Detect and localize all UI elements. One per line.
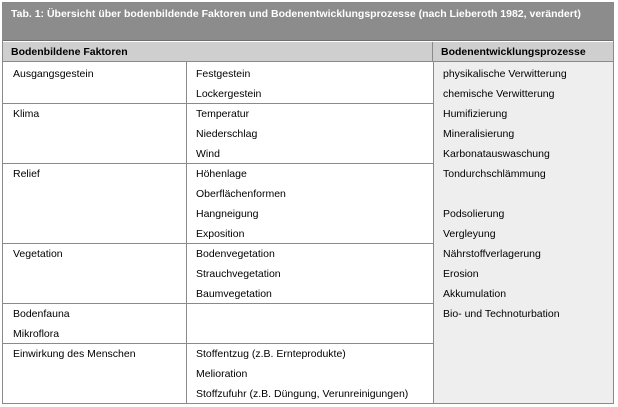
factor-item: Höhenlage	[196, 168, 247, 180]
header-factors: Bodenbildene Faktoren	[3, 42, 433, 62]
process-item: Vergleyung	[443, 228, 496, 240]
process-item: Erosion	[443, 268, 479, 280]
factor-item: Festgestein	[196, 68, 251, 80]
factor-item: Strauchvegetation	[196, 268, 281, 280]
process-item: Karbonatauswaschung	[443, 148, 550, 160]
factor-name: Einwirkung des Menschen	[13, 348, 136, 360]
factor-item: Temperatur	[196, 108, 250, 120]
column-divider-1	[186, 62, 187, 403]
process-item: Tondurchschlämmung	[443, 168, 546, 180]
table-caption: Tab. 1: Übersicht über bodenbildende Faktoren und Bodenentwicklungsprozesse (nach Lieberoth 1982, verändert)	[3, 3, 613, 41]
factor-item: Wind	[196, 148, 220, 160]
factor-name: Mikroflora	[13, 328, 60, 340]
factor-item: Oberflächenformen	[196, 188, 286, 200]
factor-item: Bodenvegetation	[196, 248, 275, 260]
factor-name: Relief	[13, 168, 40, 180]
soil-factors-table	[2, 2, 614, 404]
process-item: physikalische Verwitterung	[443, 68, 567, 80]
column-divider-2	[433, 62, 434, 403]
factor-item: Stoffzufuhr (z.B. Düngung, Verunreinigungen)	[196, 388, 409, 400]
factor-item: Lockergestein	[196, 88, 262, 100]
factor-item: Niederschlag	[196, 128, 258, 140]
process-item: Podsolierung	[443, 208, 505, 220]
process-item: Bio- und Technoturbation	[443, 308, 560, 320]
factor-name: Ausgangsgestein	[13, 68, 94, 80]
process-item: Humifizierung	[443, 108, 508, 120]
process-item: Akkumulation	[443, 288, 507, 300]
factor-item: Exposition	[196, 228, 245, 240]
factor-name: Bodenfauna	[13, 308, 70, 320]
process-item: Mineralisierung	[443, 128, 515, 140]
process-item: chemische Verwitterung	[443, 88, 555, 100]
factor-item: Baumvegetation	[196, 288, 272, 300]
factor-item: Hangneigung	[196, 208, 259, 220]
header-processes: Bodenentwicklungsprozesse	[433, 42, 613, 62]
factor-item: Stoffentzug (z.B. Ernteprodukte)	[196, 348, 346, 360]
factor-name: Vegetation	[13, 248, 63, 260]
factor-item: Melioration	[196, 368, 248, 380]
factor-name: Klima	[13, 108, 40, 120]
process-item: Nährstoffverlagerung	[443, 248, 541, 260]
